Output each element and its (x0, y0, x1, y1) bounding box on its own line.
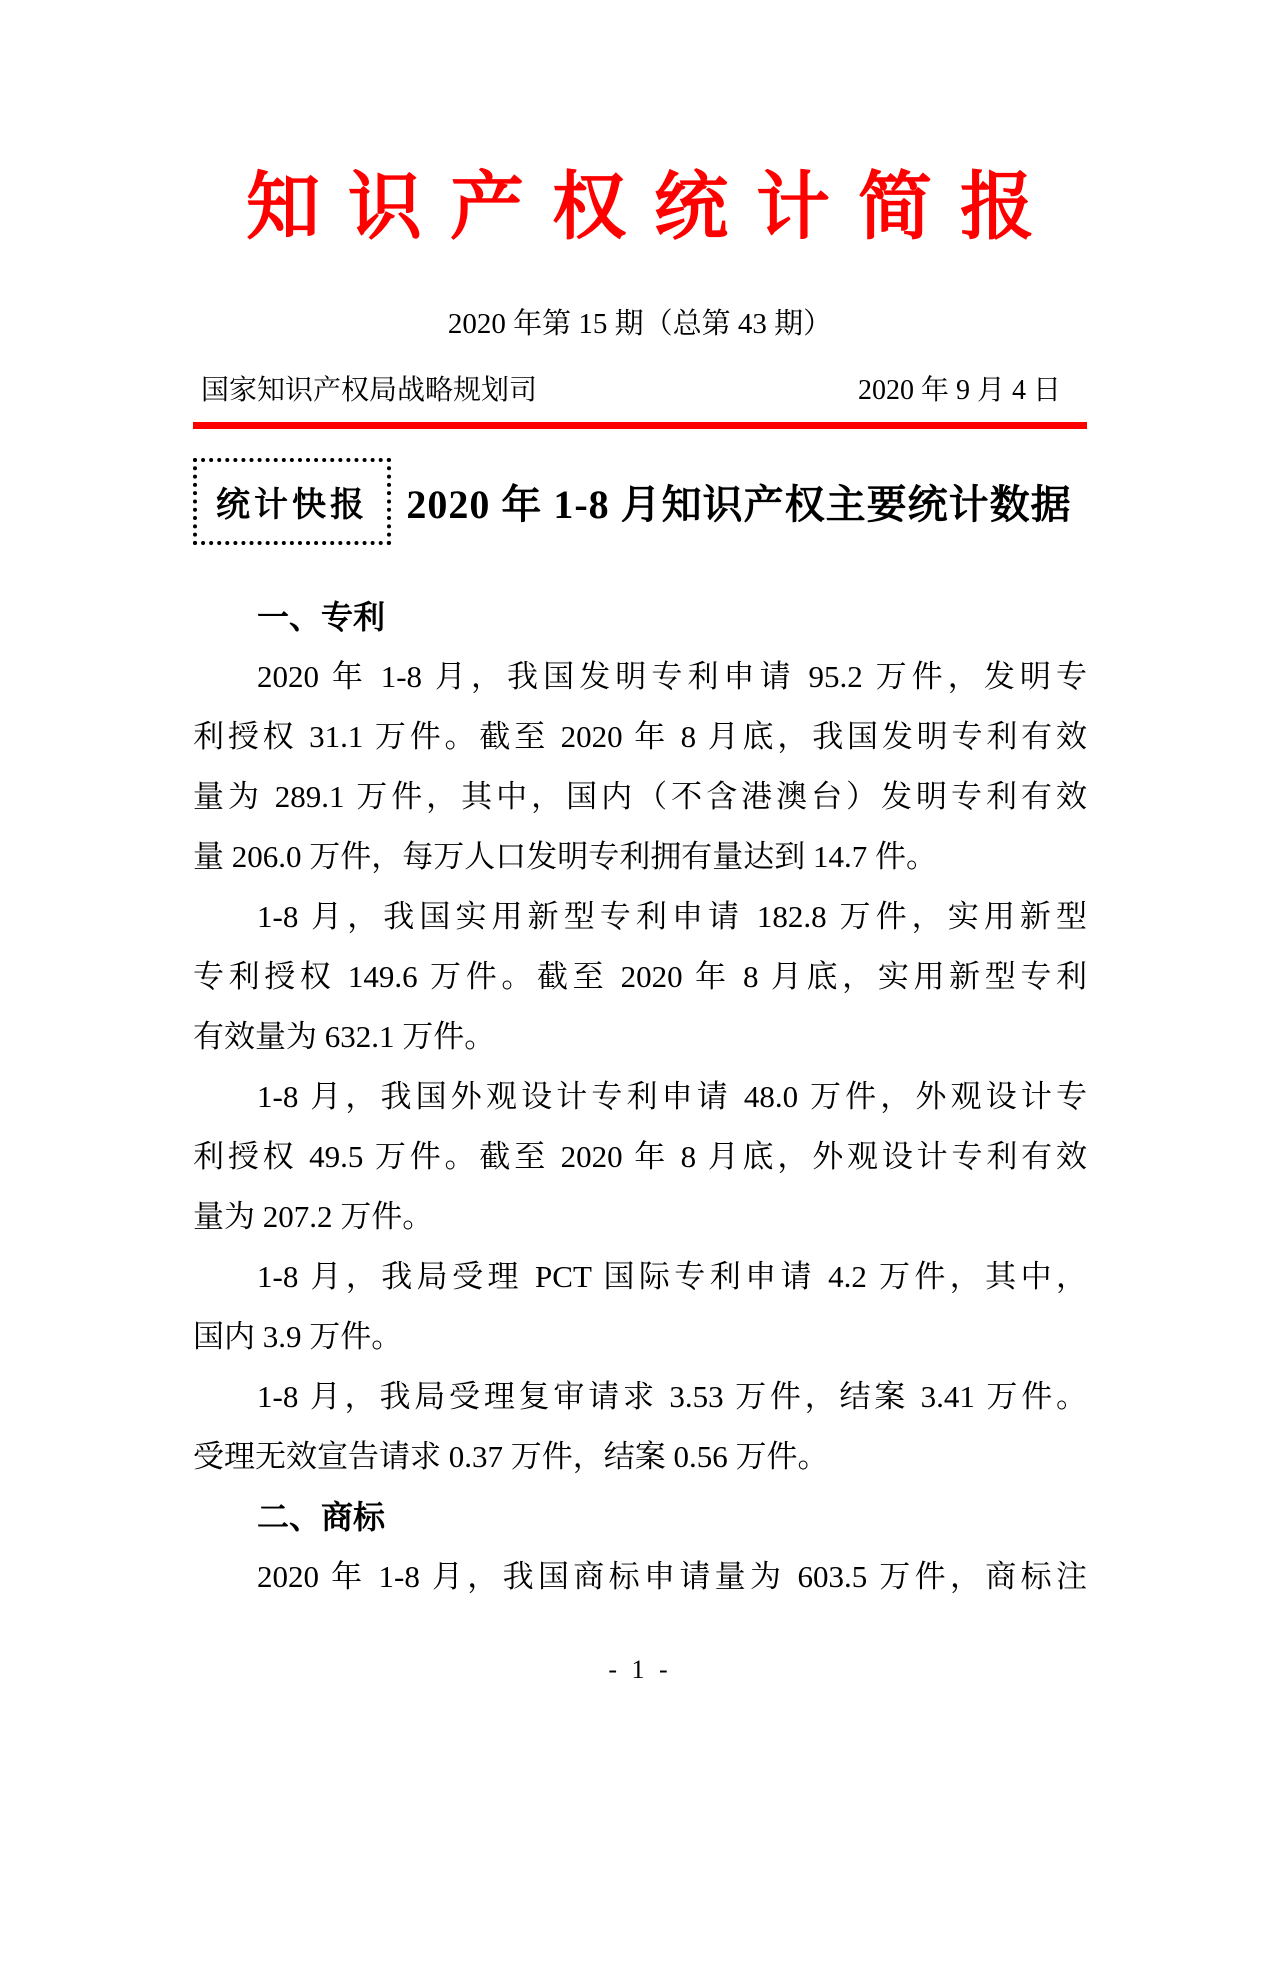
body-line: 受理无效宣告请求 0.37 万件，结案 0.56 万件。 (193, 1438, 829, 1474)
section-heading-trademarks: 二、商标 (257, 1498, 386, 1535)
body-line: 利授权 49.5 万件。截至 2020 年 8 月底，外观设计专利有效 (193, 1138, 1087, 1174)
body-line: 1-8 月，我局受理 PCT 国际专利申请 4.2 万件，其中， (257, 1258, 1087, 1294)
bulletin-headline: 2020 年 1-8 月知识产权主要统计数据 (406, 481, 1072, 527)
body-line: 1-8 月，我局受理复审请求 3.53 万件，结案 3.41 万件。 (257, 1378, 1087, 1414)
body-line: 2020 年 1-8 月，我国发明专利申请 95.2 万件，发明专 (257, 658, 1087, 694)
page-number: - 1 - (608, 1654, 672, 1684)
issue-line: 2020 年第 15 期（总第 43 期） (447, 308, 833, 341)
body-line: 国内 3.9 万件。 (193, 1318, 403, 1354)
publisher-name: 国家知识产权局战略规划司 (201, 375, 538, 407)
body-line: 量 206.0 万件，每万人口发明专利拥有量达到 14.7 件。 (193, 838, 937, 874)
body-line: 量为 289.1 万件，其中，国内（不含港澳台）发明专利有效 (193, 778, 1087, 814)
body-line: 1-8 月，我国外观设计专利申请 48.0 万件，外观设计专 (257, 1078, 1087, 1114)
masthead-title: 知识产权统计简报 (246, 167, 1062, 249)
document-body (193, 587, 1087, 1607)
body-line: 1-8 月，我国实用新型专利申请 182.8 万件，实用新型 (257, 898, 1087, 934)
page (193, 168, 1087, 1685)
flash-badge: 统计快报 (193, 458, 391, 545)
flash-row (193, 458, 1087, 545)
body-line: 2020 年 1-8 月，我国商标申请量为 603.5 万件，商标注 (257, 1558, 1087, 1594)
body-line: 专利授权 149.6 万件。截至 2020 年 8 月底，实用新型专利 (193, 958, 1087, 994)
body-line: 有效量为 632.1 万件。 (193, 1018, 496, 1054)
divider-rule (193, 422, 1087, 429)
body-line: 量为 207.2 万件。 (193, 1198, 434, 1234)
issue-date: 2020 年 9 月 4 日 (857, 375, 1061, 407)
publisher-row (193, 374, 1087, 408)
section-heading-patents: 一、专利 (257, 598, 386, 635)
body-line: 利授权 31.1 万件。截至 2020 年 8 月底，我国发明专利有效 (193, 718, 1087, 754)
